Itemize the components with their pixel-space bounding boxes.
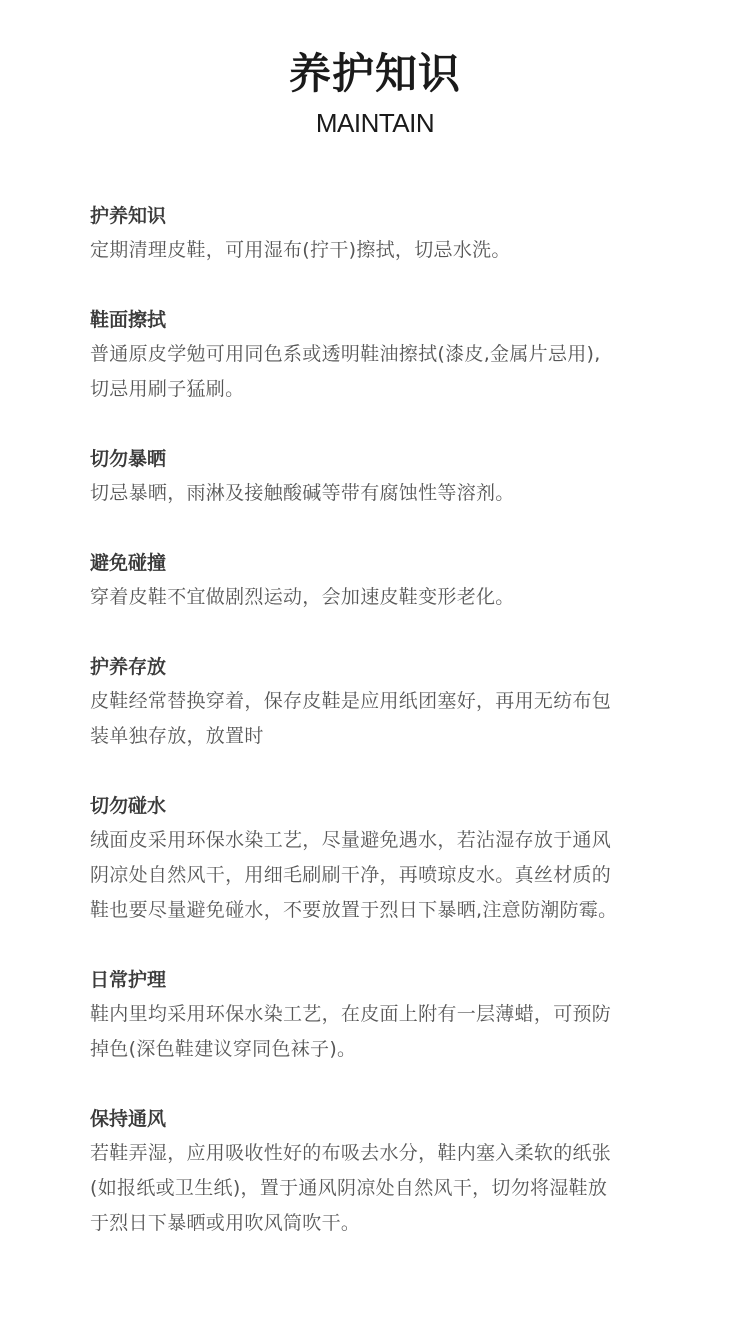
- care-section: [90, 546, 690, 615]
- care-section: [90, 963, 690, 1067]
- section-body: 若鞋弄湿，应用吸收性好的布吸去水分，鞋内塞入柔软的纸张 (如报纸或卫生纸)，置于通风阴凉处自然风干，切勿将湿鞋放 于烈日下暴晒或用吹风筒吹干。: [90, 1142, 612, 1234]
- care-section: [90, 1102, 690, 1241]
- section-heading: 切勿暴晒: [90, 448, 167, 470]
- section-body: 鞋内里均采用环保水染工艺，在皮面上附有一层薄蜡，可预防 掉色(深色鞋建议穿同色袜子)。: [90, 1003, 612, 1060]
- care-sections: [90, 199, 690, 1241]
- page-subtitle: MAINTAIN: [315, 108, 435, 138]
- section-heading: 日常护理: [90, 969, 167, 991]
- section-body: 切忌暴晒，雨淋及接触酸碱等带有腐蚀性等溶剂。: [90, 482, 515, 504]
- section-heading: 切勿碰水: [90, 795, 167, 817]
- section-heading: 鞋面擦拭: [90, 309, 167, 331]
- section-heading: 护养知识: [90, 205, 167, 227]
- section-body: 普通原皮学勉可用同色系或透明鞋油擦拭(漆皮,金属片忌用), 切忌用刷子猛刷。: [90, 343, 601, 400]
- section-body: 定期清理皮鞋，可用湿布(拧干)擦拭，切忌水洗。: [90, 239, 511, 261]
- page-title: 养护知识: [288, 49, 461, 98]
- section-body: 皮鞋经常替换穿着，保存皮鞋是应用纸团塞好，再用无纺布包 装单独存放，放置时: [90, 690, 612, 747]
- section-body: 穿着皮鞋不宜做剧烈运动，会加速皮鞋变形老化。: [90, 586, 515, 608]
- care-section: [90, 199, 690, 268]
- care-section: [90, 303, 690, 407]
- care-section: [90, 789, 690, 928]
- section-body: 绒面皮采用环保水染工艺，尽量避免遇水，若沾湿存放于通风 阴凉处自然风干，用细毛刷刷干净，再喷琼皮水。真丝材质的 鞋也要尽量避免碰水，不要放置于烈日下暴晒,注意防潮防霉。: [90, 829, 618, 921]
- section-heading: 保持通风: [90, 1108, 167, 1130]
- section-heading: 避免碰撞: [90, 552, 167, 574]
- page-header: [0, 46, 750, 140]
- section-heading: 护养存放: [90, 656, 167, 678]
- care-section: [90, 650, 690, 754]
- care-section: [90, 442, 690, 511]
